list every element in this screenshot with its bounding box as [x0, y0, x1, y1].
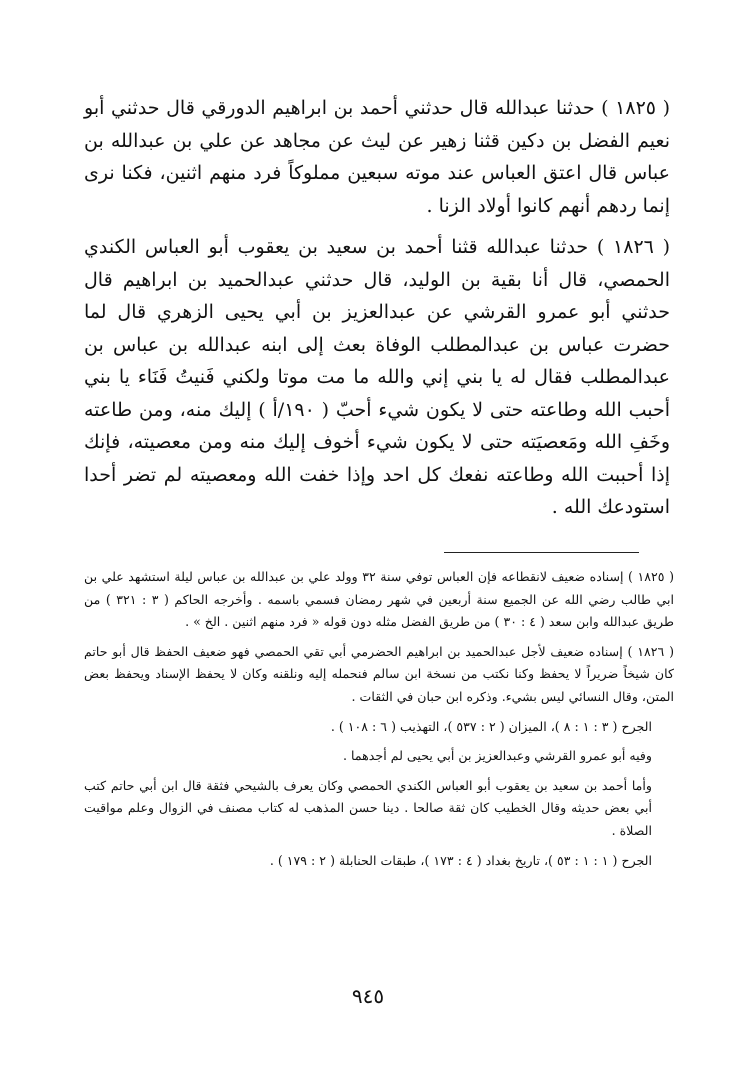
footnote-unknown-narrators: وفيه أبو عمرو القرشي وعبدالعزيز بن أبي يحيى لم أجدهما . — [343, 748, 652, 764]
footnote-1825: ( ١٨٢٥ ) إسناده ضعيف لانقطاعه فإن العباس توفي سنة ٣٢ وولد علي بن عبدالله بن عباس ليلة استشهد علي بن ابي طالب رضي الله عن الجميع سنة أربعين في شهر رمضان فسمي باسمه . وأخرجه الحاكم ( ٣ : ٣٢١ ) من طريق عبدالله وابن سعد ( ٤ : ٣٠ ) من طريق الفضل مثله دون قوله « فرد منهم اثنين . الخ » . — [84, 569, 675, 630]
page-number: ٩٤٥ — [351, 984, 385, 1008]
footnote-1826: ( ١٨٢٦ ) إسناده ضعيف لأجل عبدالحميد بن ابراهيم الحضرمي أبي تقي الحمصي فهو ضعيف الحفظ قال أبو حاتم كان شيخاً ضريراً لا يحفظ وكنا نكتب من نسخة ابن سالم فنحمله إليه ونلقنه وكان لا يحفظ الإسناد ويحفظ بعض المتن، وقال النسائي ليس بشيء. وذكره ابن حبان في الثقات . — [84, 643, 675, 704]
footnote-jarh-references-2: الجرح ( ١ : ١ : ٥٣ )، تاريخ بغداد ( ٤ : ١٧٣ )، طبقات الحنابلة ( ٢ : ١٧٩ ) . — [269, 852, 652, 868]
main-text — [84, 92, 670, 533]
footnote-ahmad-ibn-said: وأما أحمد بن سعيد بن يعقوب أبو العباس الكندي الحمصي وكان يعرف بالشيحي فثقة قال ابن أبي حاتم كتب أبي بعض حديثه وقال الخطيب كان ثقة صالحا . دينا حسن المذهب له كتاب مصنف في الزوال وعلم مواقيت الصلاة . — [84, 777, 652, 838]
footnote-separator — [444, 552, 639, 553]
footnote-jarh-references: الجرح ( ٣ : ١ : ٨ )، الميزان ( ٢ : ٥٣٧ )، التهذيب ( ٦ : ١٠٨ ) . — [330, 718, 652, 734]
hadith-1826: ( ١٨٢٦ ) حدثنا عبدالله قثنا أحمد بن سعيد بن يعقوب أبو العباس الكندي الحمصي، قال أنا بقية بن الوليد، قال حدثني عبدالحميد بن ابراهيم قال حدثني أبو عمرو القرشي عن عبدالعزيز بن أبي يحيى الزهري قال لما حضرت عباس بن عبدالمطلب الوفاة بعث إلى ابنه عبدالله بن عباس بن عبدالمطلب فقال له يا بني إني والله ما مت موتا ولكني فَنيتُ فَنَاء يا بني أحبب الله وطاعته حتى لا يكون شيء أحبّ ( ١٩٠/أ ) إليك منه، ومن طاعته وخَفِ الله ومَعصيَته حتى لا يكون شيء أخوف إليك منه ومن معصيته، فإنك إذا أحببت الله وطاعته نفعك كل احد وإذا خفت الله ومعصيته لم تضر أحدا استودعك الله . — [84, 236, 671, 518]
footnotes — [84, 566, 674, 879]
hadith-1825: ( ١٨٢٥ ) حدثنا عبدالله قال حدثني أحمد بن ابراهيم الدورقي قال حدثني أبو نعيم الفضل بن دكين قثنا زهير عن ليث عن مجاهد عن علي بن عبدالله بن عباس قال اعتق العباس عند موته سبعين مملوكاً فرد منهم اثنين، فكنا نرى إنما ردهم أنهم كانوا أولاد الزنا . — [84, 97, 670, 217]
